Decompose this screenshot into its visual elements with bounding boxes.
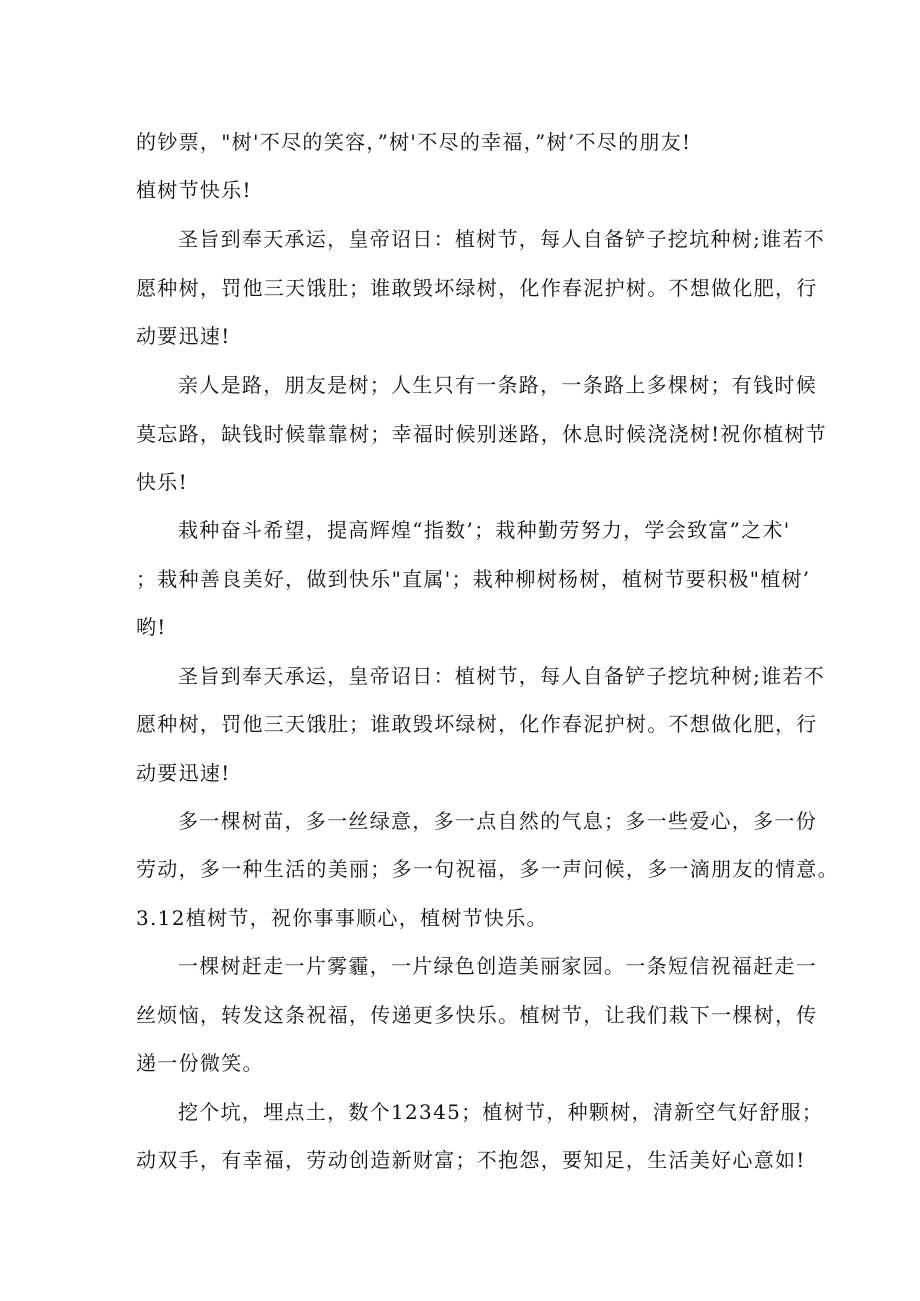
text-line: 的钞票，"树'不尽的笑容，”树'不尽的幸福，”树’不尽的朋友!	[136, 130, 692, 154]
text-line: 植树节快乐!	[136, 178, 252, 202]
text-line: 愿种树，罚他三天饿肚；谁敢毁坏绿树，化作春泥护树。不想做化肥，行	[136, 712, 818, 736]
text-line: 动双手，有幸福，劳动创造新财富；不抱怨，要知足，生活美好心意如!	[136, 1148, 806, 1172]
text-line: 亲人是路，朋友是树；人生只有一条路，一条路上多棵树；有钱时候	[178, 373, 817, 397]
text-line: 一棵树赶走一片雾霾，一片绿色创造美丽家园。一条短信祝福赶走一	[178, 954, 817, 978]
text-line: 栽种奋斗希望，提高辉煌“指数’；栽种勤劳努力，学会致富”之术'	[178, 518, 791, 542]
text-line: ；栽种善良美好，做到快乐"直属'；栽种柳树杨树，植树节要积极"植树’	[136, 567, 811, 591]
text-line: 哟!	[136, 615, 167, 639]
text-line: 快乐!	[136, 470, 188, 494]
text-line: 圣旨到奉天承运，皇帝诏日：植树节，每人自备铲子挖坑种树;谁若不	[178, 227, 826, 251]
text-line: 愿种树，罚他三天饿肚；谁敢毁坏绿树，化作春泥护树。不想做化肥，行	[136, 276, 818, 300]
text-line: 多一棵树苗，多一丝绿意，多一点自然的气息；多一些爱心，多一份	[178, 809, 817, 833]
text-line: 圣旨到奉天承运，皇帝诏日：植树节，每人自备铲子挖坑种树;谁若不	[178, 664, 826, 688]
text-line: 挖个坑，埋点土，数个12345；植树节，种颗树，清新空气好舒服；	[178, 1100, 824, 1124]
text-line: 3.12植树节，祝你事事顺心，植树节快乐。	[136, 906, 548, 930]
text-line: 莫忘路，缺钱时候靠靠树；幸福时候别迷路，休息时候浇浇树!祝你植树节	[136, 422, 827, 446]
text-line: 丝烦恼，转发这条祝福，传递更多快乐。植树节，让我们栽下一棵树，传	[136, 1003, 818, 1027]
text-line: 劳动，多一种生活的美丽；多一句祝福，多一声问候，多一滴朋友的情意。	[136, 857, 839, 881]
text-line: 递一份微笑。	[136, 1051, 264, 1075]
text-line: 动要迅速!	[136, 324, 231, 348]
text-line: 动要迅速!	[136, 761, 231, 785]
